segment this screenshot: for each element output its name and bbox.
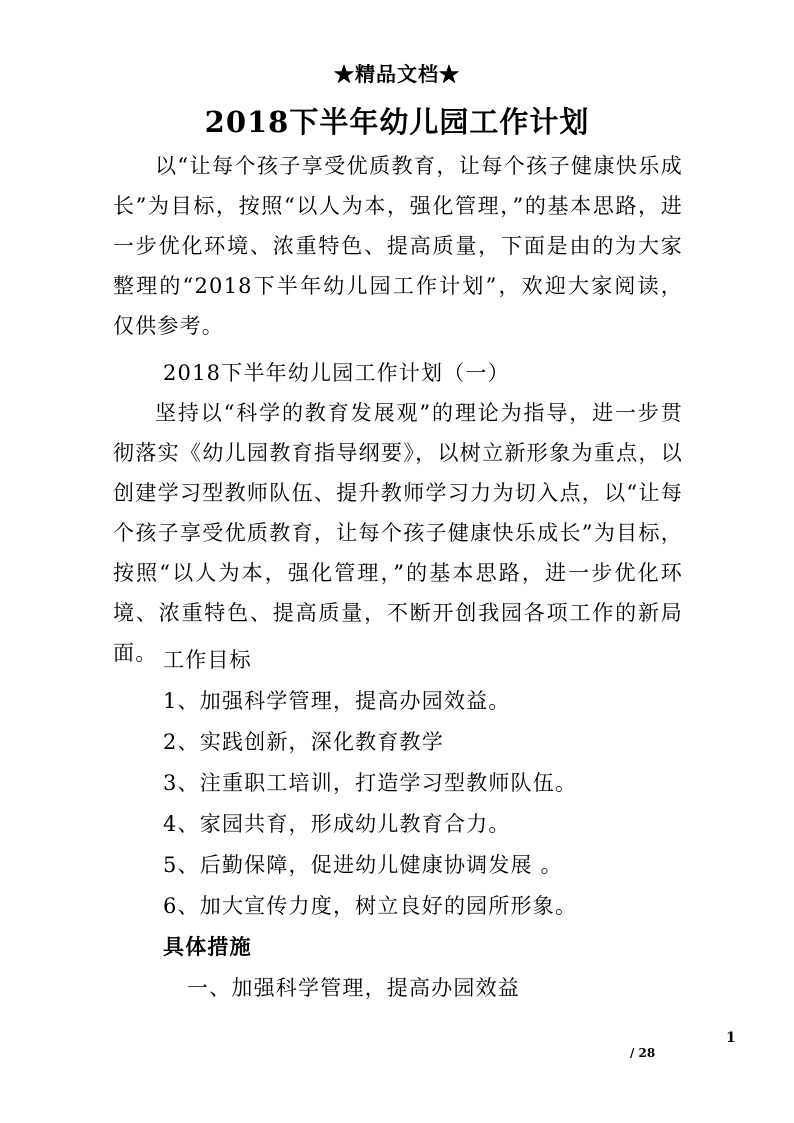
goal-item: 6、加大宣传力度，树立良好的园所形象。 [163, 894, 578, 918]
goal-item: 1、加强科学管理，提高办园效益。 [163, 689, 511, 713]
section-paragraph: 坚持以“科学的教育发展观”的理论为指导，进一步贯彻落实《幼儿园教育指导纲要》，以树立新形象为重点，以创建学习型教师队伍、提升教师学习力为切入点，以“让每个孩子享受优质教育，让每个孩子健康快乐成长”为目标，按照“以人为本，强化管理，”的基本思路，进一步优化环境、浓重特色、提高质量，不断开创我园各项工作的新局面。 [113, 401, 683, 665]
goal-item: 3、注重职工培训，打造学习型教师队伍。 [163, 771, 578, 795]
intro-paragraph: 以“让每个孩子享受优质教育，让每个孩子健康快乐成长”为目标，按照“以人为本，强化管理，”的基本思路，进一步优化环境、浓重特色、提高质量，下面是由的为大家整理的“2018下半年幼儿园工作计划”，欢迎大家阅读，仅供参考。 [113, 154, 683, 338]
goal-item: 5、后勤保障，促进幼儿健康协调发展 。 [163, 853, 563, 877]
measures-heading: 具体措施 [163, 934, 252, 959]
goal-item: 4、家园共育，形成幼儿教育合力。 [163, 812, 511, 836]
page-total: / 28 [630, 1046, 656, 1060]
document-header-badge: ★精品文档★ [334, 62, 460, 86]
goal-item: 2、实践创新，深化教育教学 [163, 730, 444, 754]
section-heading: 2018下半年幼儿园工作计划（一） [163, 361, 510, 385]
page-title: 2018下半年幼儿园工作计划 [204, 105, 590, 139]
page-number: 1 [726, 1030, 736, 1046]
goals-heading: 工作目标 [163, 648, 252, 672]
measure-item: 一、加强科学管理，提高办园效益 [187, 976, 520, 1000]
